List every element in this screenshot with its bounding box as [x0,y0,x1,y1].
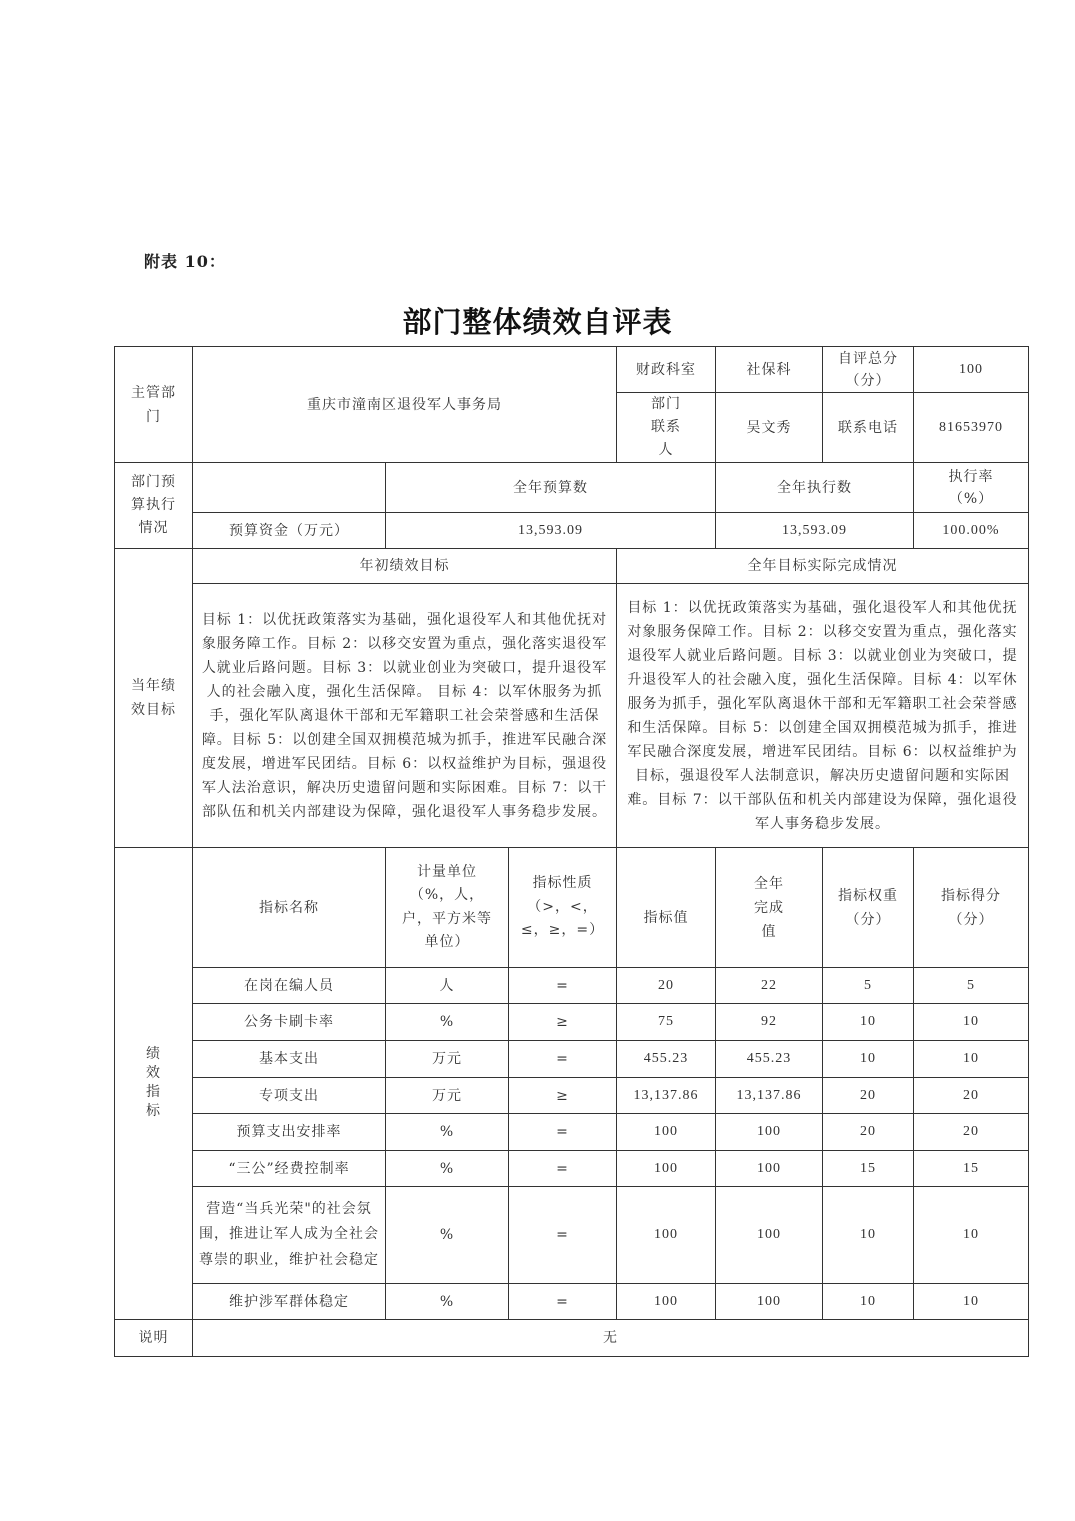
col-unit-header-cell [386,848,509,968]
budget-value-row [115,513,1029,549]
indicator-row [115,1151,1029,1187]
budget-blank-cell [193,463,386,513]
indicator-unit: % [386,1004,509,1041]
indicator-target: 20 [617,968,716,1004]
indicator-row [115,1078,1029,1114]
indicator-weight: 10 [823,1284,914,1320]
indicator-actual: 22 [716,968,823,1004]
dept-name: 重庆市潼南区退役军人事务局 [193,347,617,463]
indicator-weight: 5 [823,968,914,1004]
indicator-target: 100 [617,1114,716,1151]
col-score-header-cell [914,848,1029,968]
col-actual-header-cell [716,848,823,968]
col-target-header: 指标值 [617,848,716,968]
indicator-name: 营造“当兵光荣"的社会氛围，推进让军人成为全社会尊崇的职业，维护社会稳定 [193,1187,386,1284]
notes-value: 无 [193,1320,1029,1357]
indicator-score: 5 [914,968,1029,1004]
indicator-target: 75 [617,1004,716,1041]
phone-label: 联系电话 [823,393,914,463]
goals-text-row [115,584,1029,848]
indicator-unit: % [386,1151,509,1187]
indicator-row [115,1187,1029,1284]
indicator-row [115,1004,1029,1041]
contact-label-cell [617,393,716,463]
indicator-score: 10 [914,1004,1029,1041]
col-actual-header: 全年完成值 [754,875,784,940]
indicator-score: 10 [914,1187,1029,1284]
indicator-name: 基本支出 [193,1041,386,1078]
finance-office-label: 财政科室 [617,347,716,393]
phone: 81653970 [914,393,1029,463]
indicator-unit: 万元 [386,1041,509,1078]
indicator-target: 100 [617,1284,716,1320]
indicator-unit: % [386,1187,509,1284]
page-title: 部门整体绩效自评表 [402,305,673,339]
indicator-nature: = [509,1151,617,1187]
col-name-header: 指标名称 [193,848,386,968]
col-unit-header: 计量单位（%，人，户，平方米等单位） [402,863,492,950]
annual-exec-header: 全年执行数 [716,463,914,513]
exec-rate-header: 执行率（%） [948,468,994,507]
annex-label: 附表 10： [144,252,226,271]
indicator-weight: 10 [823,1041,914,1078]
budget-header-row [115,463,1029,513]
indicator-unit: 人 [386,968,509,1004]
performance-table [114,346,1029,1357]
indicator-unit: % [386,1284,509,1320]
indicator-nature: = [509,1041,617,1078]
indicator-name: “三公”经费控制率 [193,1151,386,1187]
indicator-weight: 20 [823,1078,914,1114]
actual-goals-text: 目标 1：以优抚政策落实为基础，强化退役军人和其他优抚对象服务保障工作。目标 2：以移交安置为重点，强化落实退役军人就业后路问题。目标 3：以就业创业为突破口，提升退役军人的社会融入度，强化生活保障。目标 4：以军休服务为抓手，强化军队离退休干部和无军籍职工社会荣誉感和生活保障。目标 5：以创建全国双拥模范城为抓手，推进军民融合深度发展，增进军民团结。目标 6：以权益维护为目标，强退役军人法制意识，解决历史遗留问题和实际困难。目标 7：以干部队伍和机关内部建设为保障，强化退役军人事务稳步发展。 [617,584,1029,848]
col-score-header: 指标得分（分） [941,887,1001,928]
notes-label: 说明 [115,1320,193,1357]
indicator-actual: 100 [716,1284,823,1320]
indicator-row [115,1041,1029,1078]
dept-label-cell [115,347,193,463]
actual-goals-header: 全年目标实际完成情况 [617,549,1029,584]
indicator-nature: ≥ [509,1004,617,1041]
budget-section-label-cell [115,463,193,549]
contact-name: 吴文秀 [716,393,823,463]
initial-goals-header: 年初绩效目标 [193,549,617,584]
indicator-actual: 100 [716,1114,823,1151]
goals-header-row [115,549,1029,584]
indicator-weight: 15 [823,1151,914,1187]
indicator-name: 专项支出 [193,1078,386,1114]
indicator-target: 100 [617,1151,716,1187]
indicator-actual: 100 [716,1151,823,1187]
total-score-label: 自评总分（分） [838,350,898,389]
indicator-nature: = [509,1114,617,1151]
indicator-row [115,1114,1029,1151]
budget-section-label: 部门预算执行情况 [131,474,176,536]
goals-section-label: 当年绩效目标 [131,678,176,718]
total-score-label-cell [823,347,914,393]
contact-label: 部门联系人 [651,396,681,458]
indicator-score: 20 [914,1078,1029,1114]
header-row-1 [115,347,1029,393]
finance-office: 社保科 [716,347,823,393]
col-weight-header: 指标权重（分） [838,887,898,928]
indicators-section-label: 绩效指标 [146,1045,161,1119]
exec-rate-header-cell [914,463,1029,513]
col-nature-header: 指标性质（>，<，≤，≥，=） [520,875,605,939]
indicator-row [115,968,1029,1004]
initial-goals-text: 目标 1：以优抚政策落实为基础，强化退役军人和其他优抚对象服务障工作。目标 2：以移交安置为重点，强化落实退役军人就业后路问题。目标 3：以就业创业为突破口，提升退役军人的社会融入度，强化生活保障。 目标 4：以军休服务为抓手，强化军队离退休干部和无军籍职工社会荣誉感和生活保障。目标 5：以创建全国双拥模范城为抓手，推进军民融合深度发展，增进军民团结。目标 6：以权益维护为目标，强退役军人法治意识，解决历史遗留问题和实际困难。目标 7：以干部队伍和机关内部建设为保障，强化退役军人事务稳步发展。 [193,584,617,848]
annual-exec-value: 13,593.09 [716,513,914,549]
indicator-unit: % [386,1114,509,1151]
indicator-nature: ≥ [509,1078,617,1114]
indicator-name: 在岗在编人员 [193,968,386,1004]
goals-section-label-cell [115,549,193,848]
indicator-target: 455.23 [617,1041,716,1078]
dept-label: 主管部门 [131,384,176,425]
budget-row-label: 预算资金（万元） [193,513,386,549]
indicator-nature: = [509,968,617,1004]
indicator-weight: 10 [823,1004,914,1041]
indicator-actual: 13,137.86 [716,1078,823,1114]
indicator-unit: 万元 [386,1078,509,1114]
indicator-score: 10 [914,1041,1029,1078]
indicator-actual: 92 [716,1004,823,1041]
col-weight-header-cell [823,848,914,968]
indicator-name: 公务卡刷卡率 [193,1004,386,1041]
indicator-actual: 100 [716,1187,823,1284]
indicator-weight: 20 [823,1114,914,1151]
total-score: 100 [914,347,1029,393]
indicator-nature: = [509,1187,617,1284]
indicator-score: 15 [914,1151,1029,1187]
indicator-row [115,1284,1029,1320]
indicator-score: 10 [914,1284,1029,1320]
annual-budget-value: 13,593.09 [386,513,716,549]
indicator-target: 13,137.86 [617,1078,716,1114]
exec-rate-value: 100.00% [914,513,1029,549]
indicators-section-label-cell [115,848,193,1320]
indicator-score: 20 [914,1114,1029,1151]
indicator-weight: 10 [823,1187,914,1284]
annual-budget-header: 全年预算数 [386,463,716,513]
indicator-name: 预算支出安排率 [193,1114,386,1151]
indicator-name: 维护涉军群体稳定 [193,1284,386,1320]
indicator-nature: = [509,1284,617,1320]
indicator-actual: 455.23 [716,1041,823,1078]
indicators-header-row [115,848,1029,968]
notes-row [115,1320,1029,1357]
col-nature-header-cell [509,848,617,968]
indicator-target: 100 [617,1187,716,1284]
